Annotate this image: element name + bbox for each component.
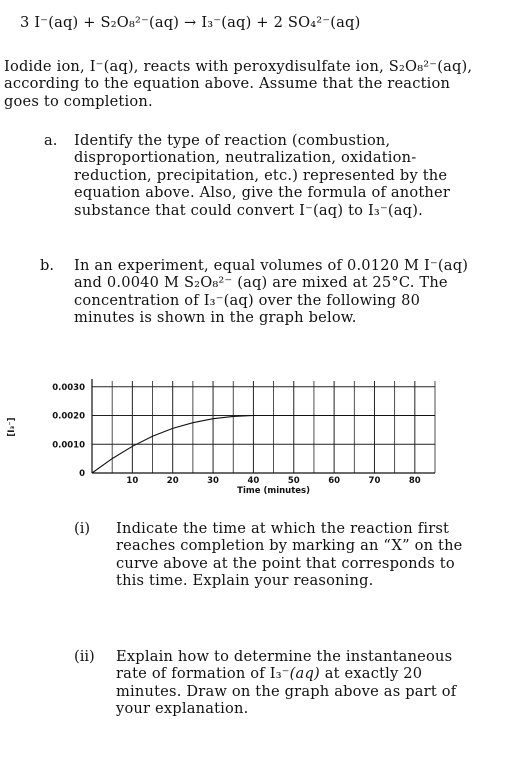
reaction-equation: [20, 14, 361, 31]
part-b-text: In an experiment, equal volumes of 0.0120 M I⁻(aq) and 0.0040 M S₂O₈²⁻ (aq) are mixed at 25°C. The concentration of I₃⁻(aq) over the following 80 minutes is shown in the graph below.: [74, 257, 469, 327]
x-tick-label: 70: [368, 476, 381, 486]
equation-arrow: →: [184, 14, 197, 31]
part-a-label: a.: [44, 132, 58, 149]
graph-grid: [92, 381, 435, 473]
part-b-label: b.: [40, 257, 54, 274]
y-tick-label: 0.0010: [52, 440, 85, 451]
x-tick-label: 20: [166, 476, 179, 486]
x-tick-label: 60: [328, 476, 341, 486]
x-tick-label: 80: [408, 476, 421, 486]
x-tick-label: 30: [207, 476, 219, 486]
x-tick-label: 50: [287, 476, 300, 486]
y-axis-label: [I₃⁻]: [7, 417, 17, 437]
part-b-i-text: Indicate the time at which the reaction first reaches completion by marking an “X” on the curve above at the point that corresponds to this time. Explain your reasoning.: [116, 520, 463, 590]
x-tick-label: 10: [126, 476, 139, 486]
part-b-i-label: (i): [74, 520, 91, 537]
x-axis-label: Time (minutes): [237, 486, 311, 496]
equation-reactants: 3 I⁻(aq) + S₂O₈²⁻(aq): [20, 14, 180, 31]
intro-paragraph: Iodide ion, I⁻(aq), reacts with peroxydisulfate ion, S₂O₈²⁻(aq), according to the equation above. Assume that the reaction goes to completion.: [4, 58, 473, 110]
part-b-ii-label: (ii): [74, 648, 95, 665]
graph-tick-labels: [52, 383, 421, 486]
part-b-ii-aq: (aq): [289, 665, 320, 683]
part-b-ii-text-main: Explain how to determine the instantaneous rate of formation of I₃⁻: [116, 648, 453, 683]
x-tick-label: 40: [247, 476, 260, 486]
equation-products: I₃⁻(aq) + 2 SO₄²⁻(aq): [201, 14, 361, 31]
y-tick-label: 0: [79, 469, 85, 479]
y-tick-label: 0.0030: [52, 382, 85, 393]
graph-axes: [92, 379, 435, 473]
y-tick-label: 0.0020: [52, 411, 85, 422]
concentration-time-graph: [0, 378, 507, 508]
part-b-ii-text: [116, 648, 486, 718]
part-a-text: Identify the type of reaction (combustion, disproportionation, neutralization, oxidation-reduction, precipitation, etc.) represented by the equation above. Also, give the formula of another substance that could convert I⁻(aq) to I₃⁻(aq).: [74, 132, 451, 219]
part-b-ii-text-end: at exactly 20 minutes. Draw on the graph above as part of your explanation.: [116, 665, 457, 718]
